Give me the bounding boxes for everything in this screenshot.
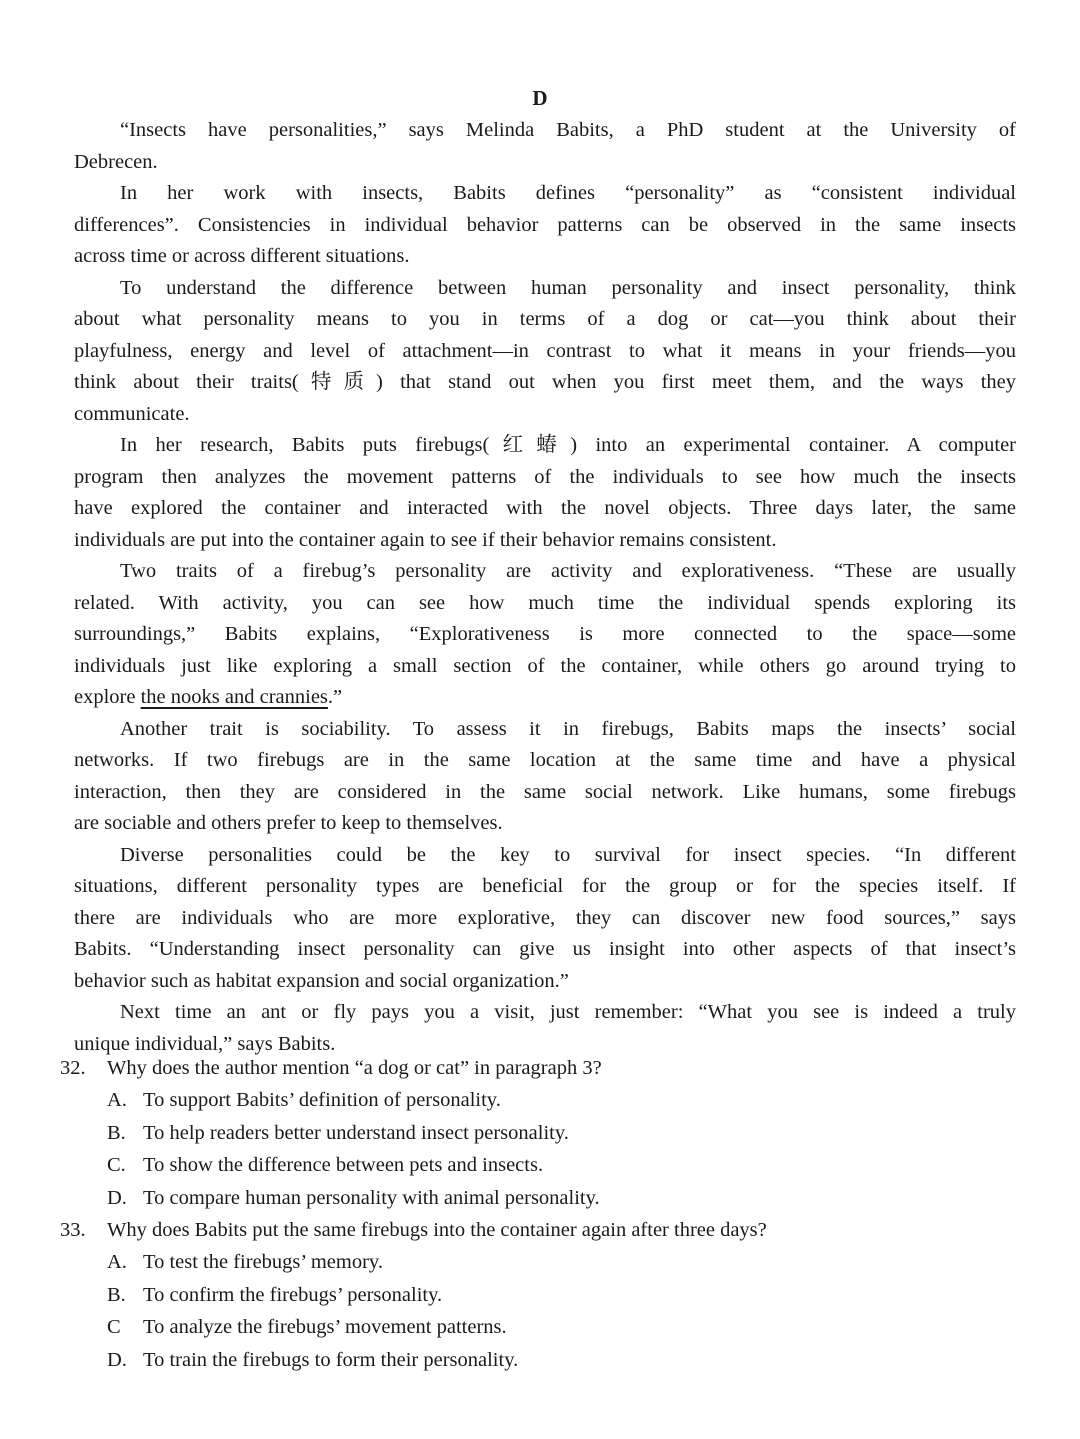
question-stem: [60, 1052, 960, 1084]
paragraph: [74, 273, 1016, 431]
option-text: To confirm the firebugs’ personality.: [143, 1283, 443, 1306]
paragraph-line: communicate.: [74, 402, 190, 425]
answer-option[interactable]: [60, 1311, 960, 1344]
question-text: Why does Babits put the same firebugs into the container again after three days?: [107, 1219, 767, 1241]
paragraph-line: In her work with insects, Babits defines “personality” as “consistent individual: [120, 182, 1016, 204]
paragraph-line: surroundings,” Babits explains, “Explorativeness is more connected to the space—some: [74, 623, 1016, 645]
paragraph-line: situations, different personality types are beneficial for the group or for the species itself. If: [74, 875, 1016, 897]
option-text: To train the firebugs to form their personality.: [143, 1348, 519, 1371]
questions-section: [60, 1052, 960, 1376]
option-letter: B.: [107, 1121, 126, 1144]
option-letter: B.: [107, 1283, 126, 1306]
option-text: To help readers better understand insect personality.: [143, 1121, 569, 1144]
paragraph-line: explore the nooks and crannies.”: [74, 686, 343, 708]
answer-option[interactable]: [60, 1344, 960, 1377]
option-letter: C.: [107, 1154, 126, 1176]
question-stem: [60, 1214, 960, 1246]
paragraph-line: Diverse personalities could be the key to survival for insect species. “In different: [120, 843, 1016, 866]
answer-option[interactable]: [60, 1117, 960, 1150]
reading-passage: [74, 115, 1016, 1060]
paragraph-line: are sociable and others prefer to keep to themselves.: [74, 812, 503, 834]
question-number: 32.: [60, 1057, 86, 1079]
option-text: To test the firebugs’ memory.: [143, 1251, 383, 1273]
option-letter: A.: [107, 1251, 127, 1273]
option-letter: D.: [107, 1186, 127, 1209]
answer-option[interactable]: [60, 1182, 960, 1215]
paragraph-line: individuals are put into the container again to see if their behavior remains consistent.: [74, 528, 777, 551]
paragraph: [74, 840, 1016, 998]
paragraph: [74, 115, 1016, 178]
paragraph-line: there are individuals who are more explorative, they can discover new food sources,” says: [74, 906, 1016, 929]
option-text: To show the difference between pets and insects.: [143, 1154, 544, 1176]
paragraph-line: individuals just like exploring a small section of the container, while others go around trying to: [74, 654, 1016, 677]
answer-option[interactable]: [60, 1084, 960, 1117]
option-text: To support Babits’ definition of personality.: [143, 1089, 501, 1111]
paragraph-line: behavior such as habitat expansion and social organization.”: [74, 969, 569, 992]
underlined-phrase: the nooks and crannies: [140, 686, 328, 708]
paragraph-line: To understand the difference between human personality and insect personality, think: [120, 276, 1016, 299]
paragraph-line: playfulness, energy and level of attachment—in contrast to what it means in your friends—you: [74, 339, 1016, 362]
question-text: Why does the author mention “a dog or cat” in paragraph 3?: [107, 1057, 602, 1079]
paragraph-line: related. With activity, you can see how much time the individual spends exploring its: [74, 591, 1016, 614]
paragraph: [74, 556, 1016, 714]
answer-option[interactable]: [60, 1279, 960, 1312]
option-letter: D.: [107, 1348, 127, 1371]
paragraph: [74, 997, 1016, 1060]
paragraph-line: “Insects have personalities,” says Melinda Babits, a PhD student at the University of: [120, 119, 1016, 141]
paragraph: [74, 714, 1016, 840]
paragraph-line: have explored the container and interacted with the novel objects. Three days later, the same: [74, 497, 1016, 519]
paragraph: [74, 178, 1016, 273]
paragraph-line: think about their traits(特质) that stand out when you first meet them, and the ways they: [74, 371, 1016, 393]
paragraph-line: In her research, Babits puts firebugs(红蝽) into an experimental container. A computer: [120, 434, 1016, 456]
question-number: 33.: [60, 1219, 86, 1241]
option-text: To analyze the firebugs’ movement patterns.: [143, 1316, 507, 1338]
section-title: D: [532, 86, 548, 110]
paragraph-line: program then analyzes the movement patterns of the individuals to see how much the insects: [74, 465, 1016, 488]
paragraph-line: across time or across different situations.: [74, 245, 410, 267]
paragraph-line: Babits. “Understanding insect personality can give us insight into other aspects of that insect’s: [74, 938, 1016, 960]
paragraph-line: Next time an ant or fly pays you a visit, just remember: “What you see is indeed a truly: [120, 1001, 1016, 1023]
paragraph-line: unique individual,” says Babits.: [74, 1032, 336, 1055]
paragraph: [74, 430, 1016, 556]
paragraph-line: Another trait is sociability. To assess it in firebugs, Babits maps the insects’ social: [120, 717, 1016, 740]
option-letter: C: [107, 1316, 121, 1338]
paragraph-line: interaction, then they are considered in the same social network. Like humans, some firebugs: [74, 780, 1016, 803]
paragraph-line: networks. If two firebugs are in the same location at the same time and have a physical: [74, 749, 1016, 771]
paragraph-line: Debrecen.: [74, 150, 158, 173]
answer-option[interactable]: [60, 1246, 960, 1279]
answer-option[interactable]: [60, 1149, 960, 1182]
paragraph-line: Two traits of a firebug’s personality are activity and explorativeness. “These are usually: [120, 560, 1016, 582]
option-letter: A.: [107, 1089, 127, 1111]
paragraph-line: about what personality means to you in terms of a dog or cat—you think about their: [74, 308, 1016, 330]
option-text: To compare human personality with animal personality.: [143, 1186, 600, 1209]
paragraph-line: differences”. Consistencies in individual behavior patterns can be observed in the same insects: [74, 213, 1016, 236]
